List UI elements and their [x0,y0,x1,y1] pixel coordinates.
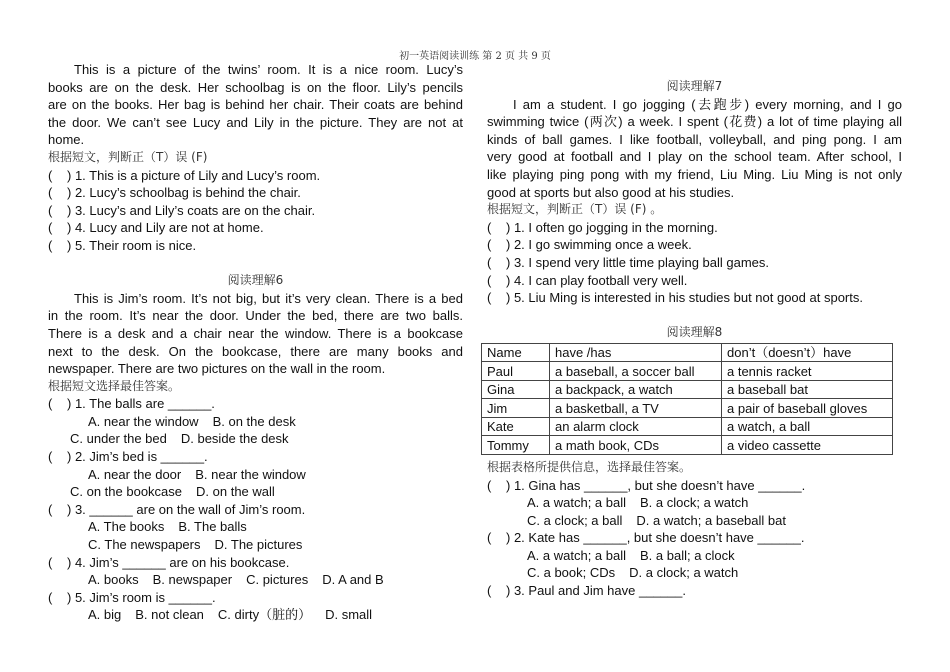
table-cell: a baseball, a soccer ball [550,362,722,381]
question-item [48,589,463,607]
answer-blank: ( [48,589,53,605]
option: C. a clock; a ball [527,512,623,528]
paragraph-line: home. [48,132,85,148]
paragraph-line: very good at football and I play on the school team. After school, I [487,149,902,165]
option: D. beside the desk [180,431,289,447]
option: B. newspaper [152,572,233,588]
paragraph-line: like playing ping pong with my friend, Liu Ming. Liu Ming is not only [487,166,902,182]
table-row [482,362,893,381]
instruction: 根据短文选择最佳答案。 [48,378,181,393]
question-text: ) 1. The balls are ______. [67,396,215,412]
question-item [48,237,463,255]
question-item [487,529,902,547]
answer-blank: ( [487,237,492,253]
question-text: ) 2. Lucy’s schoolbag is behind the chair. [67,185,301,201]
table-cell: an alarm clock [550,417,722,436]
option: D. The pictures [214,537,303,553]
question-text: ) 5. Jim’s room is ______. [67,589,216,605]
paragraph-line: books are on the desk. Her schoolbag is on the floor. Lily’s pencils [48,79,463,95]
paragraph-line: next to the desk. On the bookcase, there are many books and [48,343,463,359]
table-cell: Kate [482,417,550,436]
options-row [487,494,902,512]
spacer [487,307,902,325]
answer-blank: ( [487,583,492,599]
paragraph-line: There is a desk and a chair near the window. There is a bookcase [48,325,463,341]
question-text: ) 3. Lucy’s and Lily’s coats are on the chair. [67,202,316,218]
option: D. a clock; a watch [629,565,739,581]
option: B. The balls [178,519,247,535]
paragraph-line: kinds of ball games. I like football, volleyball, and ping pong. I am [487,131,902,147]
left-column [48,61,463,624]
options-row [48,571,463,589]
question-item [487,289,902,307]
table-row [482,417,893,436]
table-row [482,380,893,399]
table-row [482,436,893,455]
question-text: ) 4. Jim’s ______ are on his bookcase. [67,554,290,570]
question-item [487,236,902,254]
answer-blank: ( [48,167,53,183]
options-row [48,466,463,484]
answer-blank: ( [487,477,492,493]
option: A. a watch; a ball [527,547,626,563]
answer-blank: ( [487,272,492,288]
table-cell: a video cassette [722,436,893,455]
answer-blank: ( [48,185,53,201]
option: B. near the window [195,466,306,482]
table-cell: don’t（doesn’t）have [722,343,893,362]
instruction: 根据短文，判断正（T）误 (F) 。 [487,202,663,217]
paragraph-line: This is a picture of the twins’ room. It is a nice room. Lucy’s [74,62,463,77]
question-item [487,477,902,495]
info-table [481,343,893,455]
page-header: 初一英语阅读训练 第 2 页 共 9 页 [399,51,551,62]
table-cell: a backpack, a watch [550,380,722,399]
option: A. big [88,607,122,623]
question-item [48,219,463,237]
options-row [48,606,463,624]
question-text: ) 4. Lucy and Lily are not at home. [67,220,264,236]
question-item [48,554,463,572]
table-cell: a watch, a ball [722,417,893,436]
table-cell: a tennis racket [722,362,893,381]
spacer [48,255,463,273]
question-item [48,501,463,519]
option: B. a ball; a clock [640,547,735,563]
answer-blank: ( [487,290,492,306]
question-item [487,254,902,272]
table-cell: a baseball bat [722,380,893,399]
question-text: ) 2. I go swimming once a week. [506,237,692,253]
answer-blank: ( [48,220,53,236]
table-cell: Name [482,343,550,362]
option: D. A and B [322,572,384,588]
option: C. a book; CDs [527,565,616,581]
section-title: 阅读理解6 [227,273,284,288]
answer-blank: ( [48,554,53,570]
options-row [48,536,463,554]
option: A. near the window [88,413,199,429]
options-row [487,564,902,582]
answer-blank: ( [487,254,492,270]
question-item [48,395,463,413]
option: B. not clean [135,607,204,623]
question-text: ) 2. Kate has ______, but she doesn’t have ______. [506,530,805,546]
options-row [48,483,463,501]
option: D. a watch; a baseball bat [636,512,786,528]
option: A. books [88,572,139,588]
options-row [487,547,902,565]
question-item [487,219,902,237]
table-row [482,343,893,362]
question-text: ) 4. I can play football very well. [506,272,688,288]
table-cell: a basketball, a TV [550,399,722,418]
paragraph-line: the door. We can’t see Lucy and Lily in the picture. They are not at [48,114,463,130]
table-cell: Gina [482,380,550,399]
question-text: ) 3. ______ are on the wall of Jim’s room. [67,501,306,517]
section-title: 阅读理解8 [666,325,723,340]
table-cell: a pair of baseball gloves [722,399,893,418]
option: C. on the bookcase [70,484,183,500]
option: A. a watch; a ball [527,495,626,511]
instruction: 根据短文，判断正（T）误 (F) [48,149,208,164]
answer-blank: ( [48,396,53,412]
table-cell: Paul [482,362,550,381]
option: D. on the wall [196,484,275,500]
paragraph-line: swimming twice (两次) a week. I spent (花费) a lot of time playing all [487,114,902,130]
option: A. near the door [88,466,182,482]
question-item [487,272,902,290]
question-item [48,167,463,185]
paragraph-line: I am a student. I go jogging (去跑步) every morning, and I go [513,96,902,112]
option: A. The books [88,519,165,535]
option: C. pictures [246,572,309,588]
answer-blank: ( [487,219,492,235]
table-cell: Jim [482,399,550,418]
instruction: 根据表格所提供信息，选择最佳答案。 [487,459,692,474]
question-item [487,582,902,600]
right-column [487,78,902,600]
question-text: ) 3. I spend very little time playing ball games. [506,254,770,270]
answer-blank: ( [48,202,53,218]
answer-blank: ( [48,449,53,465]
options-row [487,512,902,530]
option: B. a clock; a watch [640,495,749,511]
option: B. on the desk [212,413,296,429]
section-title: 阅读理解7 [666,79,723,93]
options-row [48,413,463,431]
question-text: ) 1. I often go jogging in the morning. [506,219,718,235]
question-item [48,184,463,202]
paragraph-line: in the room. It’s near the door. Under the bed, there are two balls. [48,308,463,324]
table-cell: have /has [550,343,722,362]
paragraph-line: are on the books. Her bag is behind her chair. Their coats are behind [48,97,463,113]
question-text: ) 1. Gina has ______, but she doesn’t have ______. [506,477,806,493]
paragraph-line: good at sports but also good at his studies. [487,184,735,200]
question-text: ) 5. Liu Ming is interested in his studies but not good at sports. [506,290,863,306]
option: C. The newspapers [88,537,201,553]
question-text: ) 2. Jim’s bed is ______. [67,449,208,465]
question-item [48,202,463,220]
paragraph-line: This is Jim’s room. It’s not big, but it’s very clean. There is a bed [74,290,463,306]
options-row [48,430,463,448]
table-cell: Tommy [482,436,550,455]
question-text: ) 5. Their room is nice. [67,237,197,253]
table-cell: a math book, CDs [550,436,722,455]
question-text: ) 3. Paul and Jim have ______. [506,583,686,599]
answer-blank: ( [48,237,53,253]
option: C. under the bed [70,431,167,447]
options-row [48,518,463,536]
table-row [482,399,893,418]
option: C. dirty（脏的） [217,607,312,623]
paragraph-line: newspaper. There are two pictures on the wall in the room. [48,361,386,377]
answer-blank: ( [48,501,53,517]
answer-blank: ( [487,530,492,546]
question-text: ) 1. This is a picture of Lily and Lucy’s room. [67,167,321,183]
question-item [48,448,463,466]
option: D. small [325,607,373,623]
